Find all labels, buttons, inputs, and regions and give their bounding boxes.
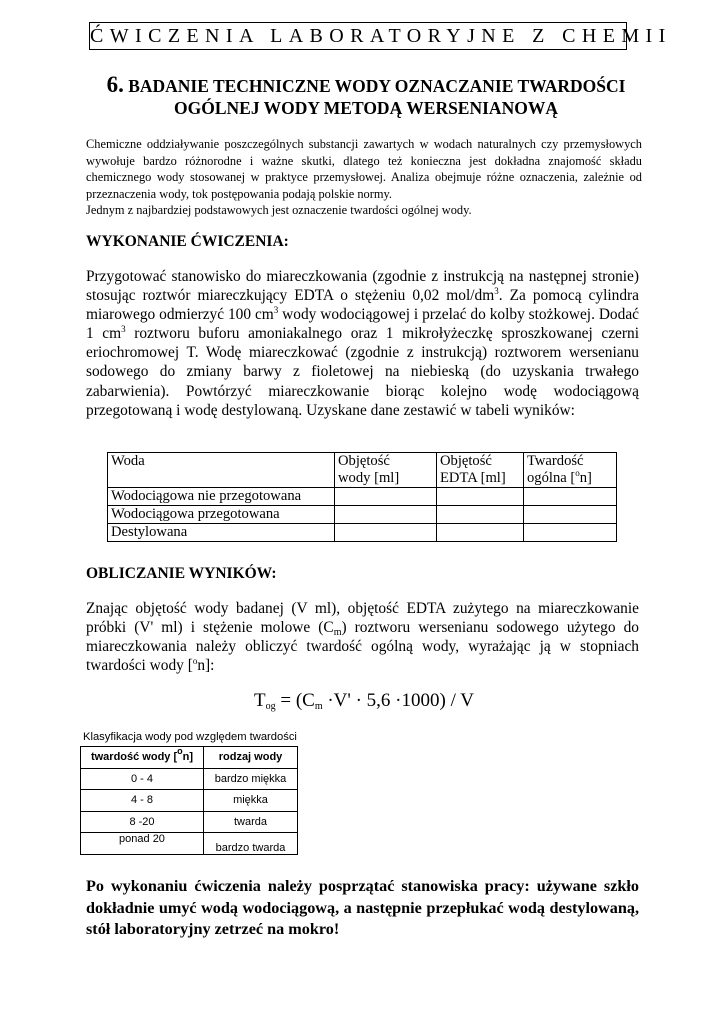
exercise-title-line2: OGÓLNEJ WODY METODĄ WERSENIANOWĄ <box>174 98 558 118</box>
intro-text <box>86 136 642 219</box>
formula-m: m <box>314 701 323 712</box>
results-header-edta-volume-l1: Objętość <box>440 453 492 469</box>
table-row <box>108 488 617 506</box>
results-header-hardness-sup: o <box>575 468 580 478</box>
results-header-water-volume-l1: Objętość <box>338 453 390 469</box>
classification-range: 8 -20 <box>81 811 204 833</box>
procedure-heading: WYKONANIE ĆWICZENIA: <box>86 233 289 250</box>
results-header-edta-volume-l2: EDTA [ml] <box>440 470 506 486</box>
cleanup-note: Po wykonaniu ćwiczenia należy posprzątać stanowiska pracy: używane szkło dokładnie umyć wodą wodociągową, a następnie przepłukać wodą destylowaną, stół laboratoryjny zetrzeć na mokro! <box>86 877 639 938</box>
classification-range: 4 - 8 <box>81 790 204 812</box>
classification-type: miękka <box>204 790 298 812</box>
results-header-water: Woda <box>108 453 335 488</box>
formula-t: T <box>254 690 266 711</box>
results-cell[interactable] <box>437 488 524 506</box>
results-header-hardness <box>524 453 617 488</box>
hardness-formula <box>86 690 642 712</box>
procedure-sup-1: 3 <box>494 286 499 297</box>
classification-header-hardness-b: n] <box>182 751 194 764</box>
classification-type: twarda <box>204 811 298 833</box>
table-row <box>108 524 617 542</box>
formula-rest: ·V' · 5,6 ·1000) / V <box>322 690 474 711</box>
classification-header-row <box>81 747 298 769</box>
intro-paragraph-1: Chemiczne oddziaływanie poszczególnych substancji zawartych w wodach naturalnych czy przemysłowych wywołuje bardzo różnorodne i ważne skutki, dlatego też konieczna jest dokładna znajomość składu chemicznego wody stosowanej w praktyce przemysłowej. Analiza obejmuje różne oznaczenia, zależnie od przeznaczenia wody, tok postępowania podają polskie normy. <box>86 137 642 201</box>
results-row-name: Wodociągowa przegotowana <box>108 506 335 524</box>
results-header-hardness-l2a: ogólna [ <box>527 470 576 486</box>
table-row <box>81 811 298 833</box>
results-header-hardness-l1: Twardość <box>527 453 584 469</box>
calculation-heading: OBLICZANIE WYNIKÓW: <box>86 565 277 582</box>
classification-type: bardzo miękka <box>204 768 298 790</box>
formula-og: og <box>265 701 276 712</box>
results-cell[interactable] <box>524 524 617 542</box>
results-cell[interactable] <box>437 506 524 524</box>
classification-range: ponad 20 <box>81 833 204 855</box>
results-cell[interactable] <box>335 524 437 542</box>
exercise-title-line1: BADANIE TECHNICZNE WODY OZNACZANIE TWARDOŚCI <box>128 76 626 96</box>
results-header-edta-volume <box>437 453 524 488</box>
results-header-water-volume-l2: wody [ml] <box>338 470 400 486</box>
table-row <box>81 833 298 855</box>
calculation-sub-1: m <box>333 627 342 639</box>
classification-table <box>80 746 298 855</box>
calculation-sup-1: o <box>192 656 198 667</box>
results-header-hardness-l2b: n] <box>579 470 592 486</box>
table-row <box>108 506 617 524</box>
header-title-box <box>89 22 672 50</box>
results-header-row <box>108 453 617 488</box>
formula-eq: = (C <box>275 690 315 711</box>
procedure-sup-3: 3 <box>121 324 126 335</box>
procedure-text-3: wody wodociągowej i przelać do kolby stożkowej. Dodać 1 cm <box>86 306 639 343</box>
results-cell[interactable] <box>437 524 524 542</box>
table-row <box>81 768 298 790</box>
classification-caption: Klasyfikacja wody pod względem twardości <box>83 731 297 743</box>
classification-type: bardzo twarda <box>204 833 298 855</box>
calculation-text-1: Znając objętość wody badanej (V ml), objętość EDTA zużytego na miareczkowanie próbki (V' ml) i stężenie molowe (C <box>86 600 639 637</box>
procedure-text-2: . Za pomocą cylindra miarowego odmierzyć 100 cm <box>86 287 639 324</box>
calculation-text-3: n]: <box>197 657 215 675</box>
procedure-text <box>86 267 639 420</box>
classification-header-type: rodzaj wody <box>204 747 298 769</box>
results-header-water-volume <box>335 453 437 488</box>
results-row-name: Wodociągowa nie przegotowana <box>108 488 335 506</box>
exercise-number: 6. <box>106 72 124 97</box>
procedure-text-1: Przygotować stanowisko do miareczkowania (zgodnie z instrukcją na następnej stronie) stosując roztwór miareczkujący EDTA o stężeniu 0,02 mol/dm <box>86 268 639 305</box>
classification-header-hardness-sup: o <box>177 746 183 757</box>
results-cell[interactable] <box>335 506 437 524</box>
header-title: ĆWICZENIA LABORATORYJNE Z CHEMII <box>90 25 672 47</box>
results-row-name: Destylowana <box>108 524 335 542</box>
exercise-title <box>86 74 646 119</box>
calculation-text <box>86 599 639 675</box>
procedure-sup-2: 3 <box>273 305 279 316</box>
results-cell[interactable] <box>524 506 617 524</box>
classification-header-hardness-a: twardość wody [ <box>90 751 178 764</box>
classification-range: 0 - 4 <box>81 768 204 790</box>
results-cell[interactable] <box>335 488 437 506</box>
calculation-text-2: ) roztworu wersenianu sodowego użytego do miareczkowania należy obliczyć twardość ogólną wody, wyrażając ją w stopniach twardości wody [ <box>86 619 640 675</box>
results-cell[interactable] <box>524 488 617 506</box>
table-row <box>81 790 298 812</box>
procedure-text-4: roztworu buforu amoniakalnego oraz 1 mikrołyżeczkę sproszkowanej czerni eriochromowej T. Wodę miareczkować (zgodnie z instrukcją) roztworem wersenianu sodowego do zmiany barwy z fioletowej na niebieską (do uzyskania trwałego zabarwienia). Powtórzyć miareczkowanie biorąc kolejno wodę wodociągową przegotowaną i wodę destylowaną. Uzyskane dane zestawić w tabeli wyników: <box>86 325 639 419</box>
classification-header-hardness <box>81 747 204 769</box>
intro-paragraph-2: Jednym z najbardziej podstawowych jest oznaczenie twardości ogólnej wody. <box>86 203 472 218</box>
results-table <box>107 452 617 542</box>
